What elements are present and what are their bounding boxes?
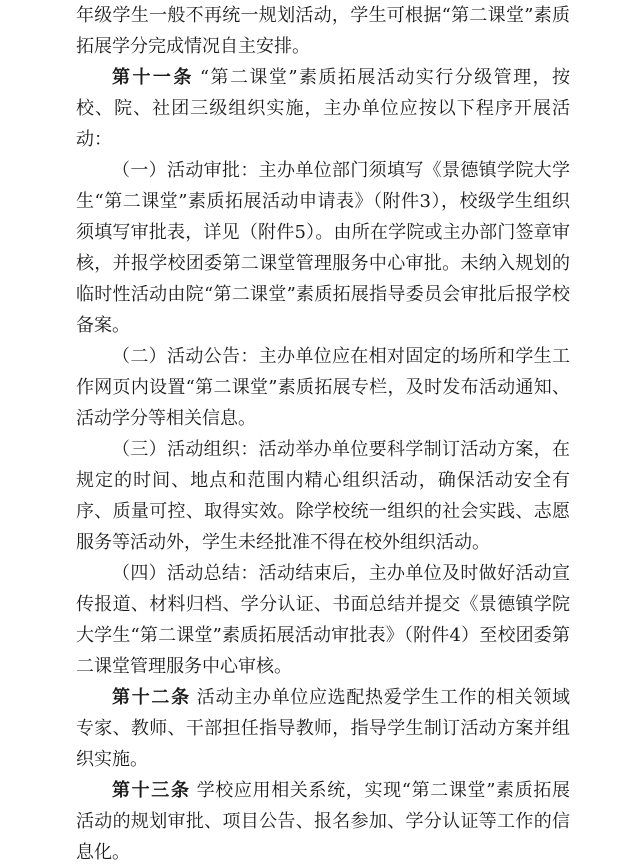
article-11 xyxy=(76,62,570,155)
article-13-text: 学校应用相关系统，实现“第二课堂”素质拓展活动的规划审批、项目公告、报名参加、学分认证等工作的信息化。 xyxy=(76,780,571,863)
item-4 xyxy=(76,558,570,682)
item-1-text: 主办单位部门须填写《景德镇学院大学生“第二课堂”素质拓展活动申请表》（附件3），校级学生组织须填写审批表，详见（附件5）。由所在学院或主办部门签章审核，并报学校团委第二课堂管理服务中心审批。未纳入规划的临时性活动由院“第二课堂”素质拓展指导委员会审批后报学校备案。 xyxy=(76,160,571,336)
article-12-heading: 第十二条 xyxy=(112,687,191,708)
article-11-heading: 第十一条 xyxy=(112,67,194,88)
item-2-label: （二）活动公告： xyxy=(112,346,259,367)
item-2-text: 主办单位应在相对固定的场所和学生工作网页内设置“第二课堂”素质拓展专栏，及时发布活动通知、活动学分等相关信息。 xyxy=(76,346,571,429)
item-3-text: 活动举办单位要科学制订活动方案，在规定的时间、地点和范围内精心组织活动，确保活动安全有序、质量可控、取得实效。除学校统一组织的社会实践、志愿服务等活动外，学生未经批准不得在校外组织活动。 xyxy=(76,439,571,553)
article-12 xyxy=(76,682,570,775)
article-12-text: 活动主办单位应选配热爱学生工作的相关领域专家、教师、干部担任指导教师，指导学生制订活动方案并组织实施。 xyxy=(76,687,571,770)
item-3-label: （三）活动组织： xyxy=(112,439,259,460)
item-2 xyxy=(76,341,570,434)
article-13-heading: 第十三条 xyxy=(112,780,191,801)
item-3 xyxy=(76,434,570,558)
article-11-text: “第二课堂”素质拓展活动实行分级管理，按校、院、社团三级组织实施，主办单位应按以下程序开展活动： xyxy=(76,67,570,150)
document-body xyxy=(76,0,570,868)
item-1-label: （一）活动审批： xyxy=(112,160,259,181)
intro-continuation: 年级学生一般不再统一规划活动，学生可根据“第二课堂”素质拓展学分完成情况自主安排。 xyxy=(76,5,570,57)
item-4-text: 活动结束后，主办单位及时做好活动宣传报道、材料归档、学分认证、书面总结并提交《景德镇学院大学生“第二课堂”素质拓展活动审批表》（附件4）至校团委第二课堂管理服务中心审核。 xyxy=(76,563,571,677)
item-1 xyxy=(76,155,570,341)
article-13 xyxy=(76,775,570,868)
item-4-label: （四）活动总结： xyxy=(112,563,259,584)
